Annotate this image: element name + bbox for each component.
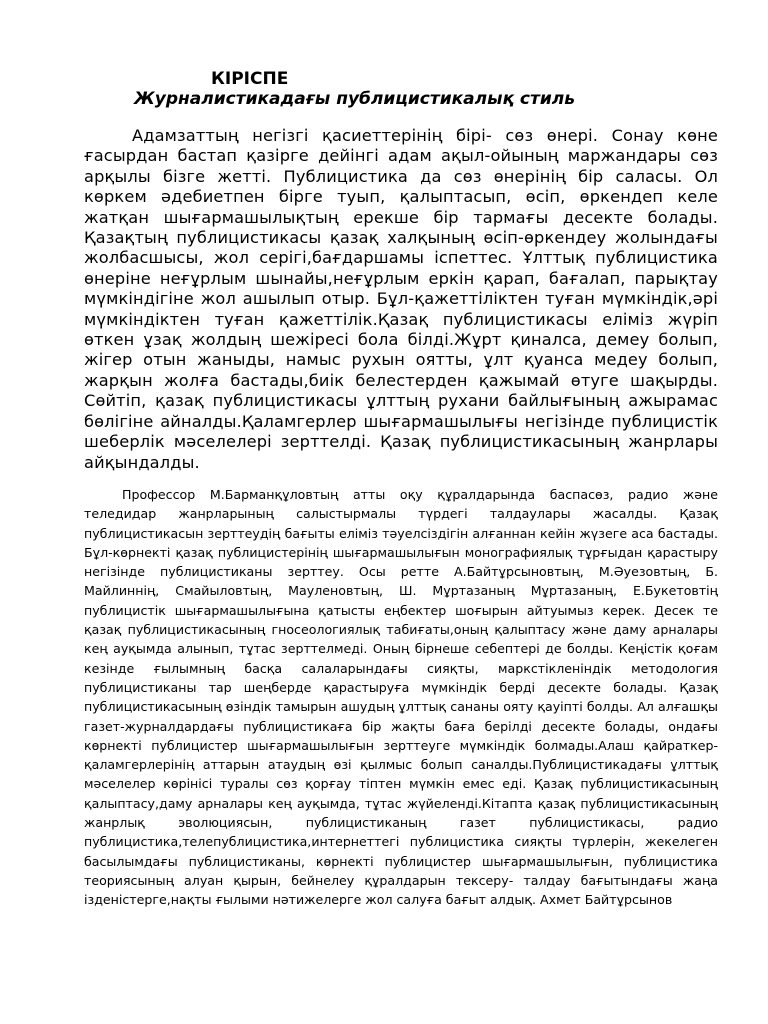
document-heading: КІРІСПЕ: [211, 69, 289, 89]
intro-paragraph: Адамзаттың негізгі қасиеттерінің бірі- сөз өнері. Сонау көне ғасырдан бастап қазірге дейінгі адам ақыл-ойының маржандары сөз арқылы бізге жетті. Публицистика да сөз өнерінің бір саласы. Ол көркем әдебиетпен бірге туып, қалыптасып, өсіп, өркендеп келе жатқан шығармашылықтың ерекше бір тармағы десекте болады. Қазақтың публицистикасы қазақ халқының өсіп-өркендеу жолындағы жолбасшысы, жол серігі,бағдаршамы іспеттес. Ұлттық публицистика өнеріне неғұрлым шынайы,неғұрлым еркін қарап, бағалап, парықтау мүмкіндігіне жол ашылып отыр. Бұл-қажеттіліктен туған мүмкіндік,әрі мүмкіндіктен туған қажеттілік.Қазақ публицистикасы еліміз жүріп өткен ұзақ жолдың шежіресі бола білді.Жұрт қиналса, демеу болып, жігер отын жаныды, намыс рухын оятты, ұлт қуанса медеу болып, жарқын жолға бастады,биік белестерден қажымай өтуге шақырды. Сөйтіп, қазақ публицистикасы ұлттың рухани байлығының ажырамас бөлігіне айналды.Қаламгерлер шығармашылығы негізінде публицистік шеберлік мәселелері зерттелді. Қазақ публицистикасының жанрлары айқындалды.: [84, 126, 718, 472]
document-subtitle: Журналистикадағы публицистикалық стиль: [134, 89, 575, 109]
body-paragraph: Профессор М.Барманқұловтың атты оқу құралдарында баспасөз, радио және теледидар жанрларының салыстырмалы түрдегі талдаулары жасалды. Қазақ публицистикасын зерттеудің бағыты еліміз тәуелсіздігін алғаннан кейін жүзеге аса бастады. Бұл-көрнекті қазақ публицистерінің шығармашылығын монографиялық тұрғыдан қарастыру негізінде публицистиканы зерттеу. Осы ретте А.Байтұрсыновтың, М.Әуезовтың, Б. Майлиннің, Смайыловтың, Мауленовтың, Ш. Мұртазаның Мұртазаның, Е.Букетовтің публицистік шығармашылығына қатысты еңбектер шоғырын айтуымыз керек. Десек те қазақ публицистикасының гносеологиялық табиғаты,оның қалыптасу және даму арналары кең ауқымда алынып, тұтас зерттелмеді. Оның бірнеше себептері де болды. Кеңістік қоғам кезінде ғылымның басқа салаларындағы сияқты, маркстікленіндік методология публицистиканы тар шеңберде қарастыруға мүмкіндік берді десекте болады. Қазақ публицистикасының өзіндік тамырын ашудың ұлттық сананы ояту қауіпті болды. Ал алғашқы газет-журналдардағы публицистикаға бір жақты баға берілді десекте болады, ондағы көрнекті публицистер шығармашылығын зерттеуге мүмкіндік болмады.Алаш қайраткер-қаламгерлерінің аттарын атаудың өзі қылмыс болып саналды.Публицистикадағы ұлттық мәселелер көрінісі туралы сөз қорғау тіптен мүмкін емес еді. Қазақ публицистикасының қалыптасу,даму арналары кең ауқымда, тұтас жүйеленді.Кітапта қазақ публицистикасының жанрлық эволюциясын, публицистиканың газет публицистикасы, радио публицистика,телепублицистика,интернеттегі публицистика сияқты түрлерін, жекелеген басылымдағы публицистиканы, көрнекті публицистер шығармашылығын, публицистика теориясының алуан қырын, бейнелеу құралдарын тексеру- талдау бағытындағы жаңа ізденістерге,нақты ғылыми нәтижелерге жол салуға бағыт алдық. Ахмет Байтұрсынов: [84, 487, 718, 908]
